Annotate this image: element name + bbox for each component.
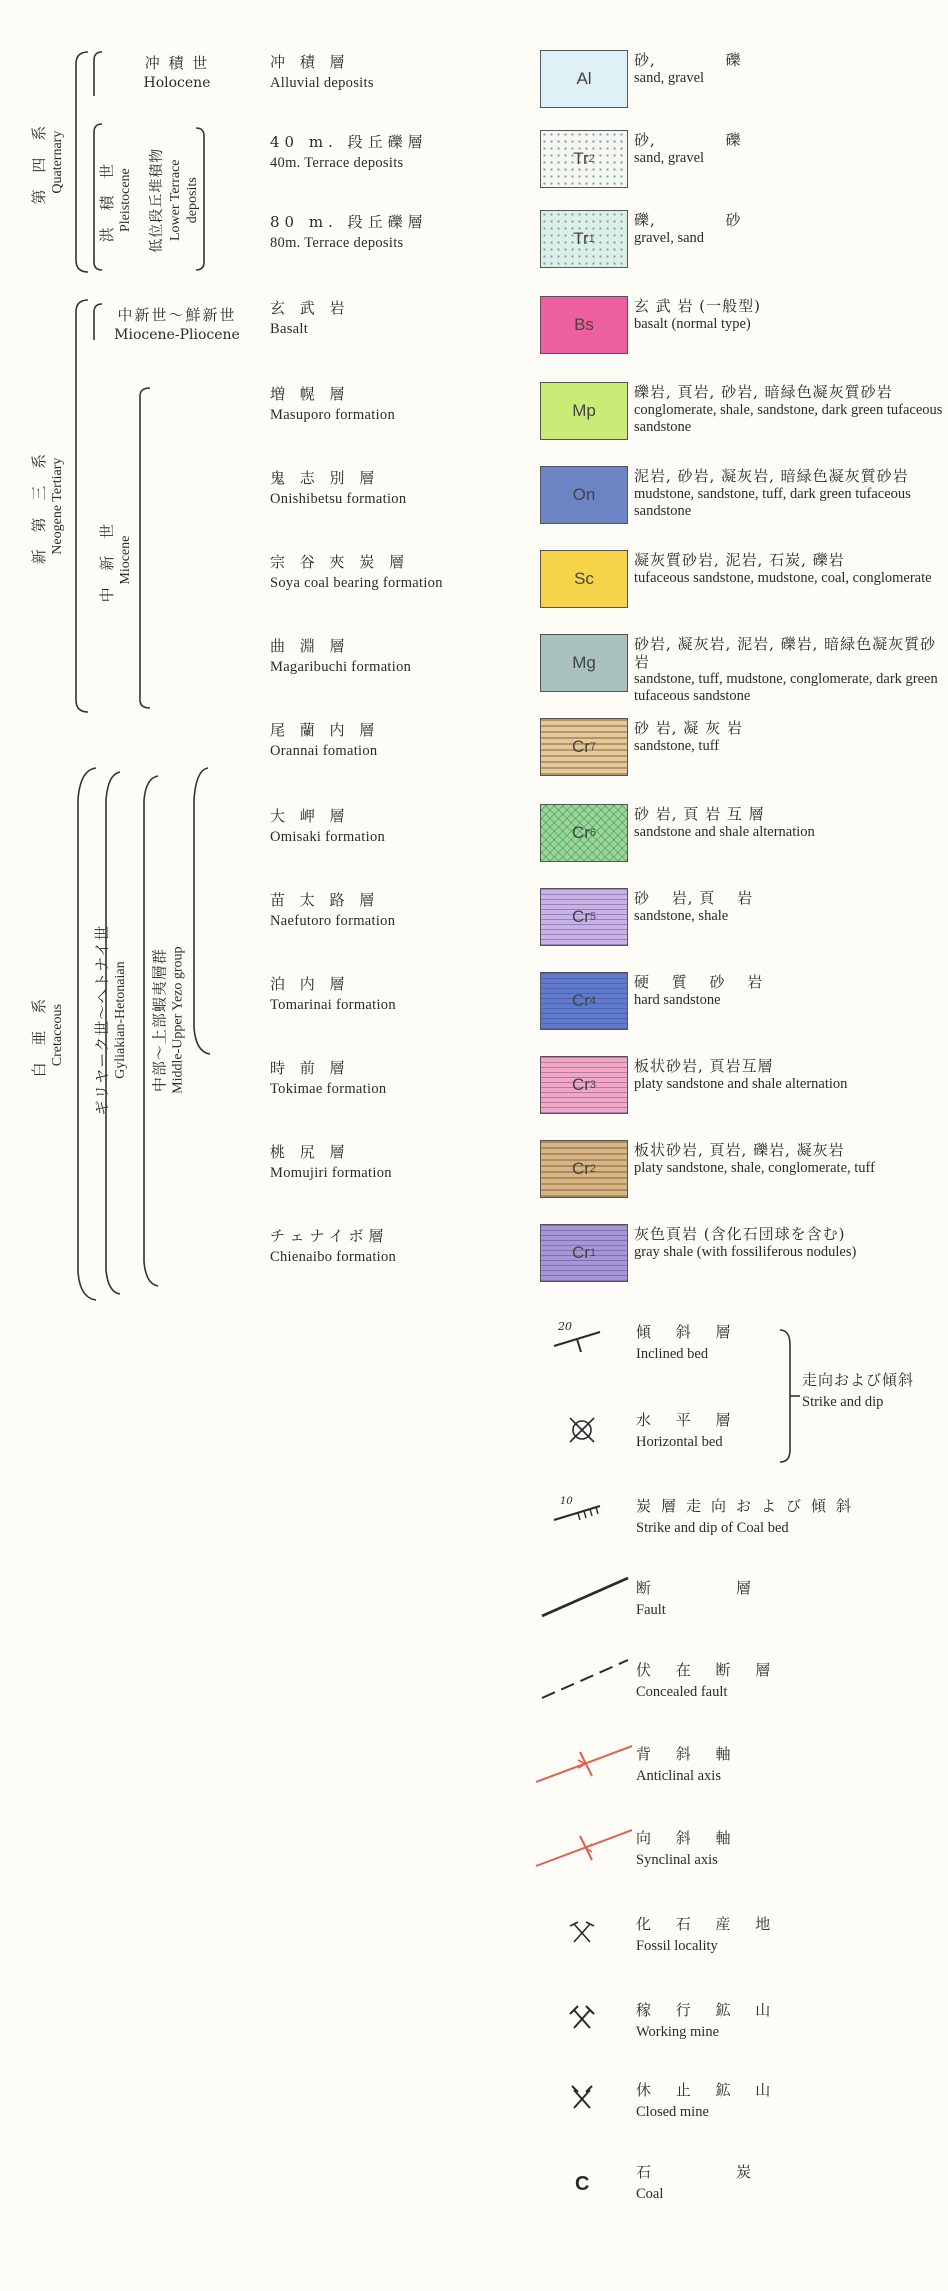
symbol-label-jp: 断 層 <box>636 1579 762 1597</box>
formation-code: Cr <box>571 823 590 842</box>
symbol-label-jp: 傾 斜 層 <box>636 1323 741 1341</box>
symbol-label-jp: 稼 行 鉱 山 <box>636 2001 781 2019</box>
lithology-en: platy sandstone and shale alternation <box>634 1075 848 1092</box>
lithology-jp: 砂 岩, 凝 灰 岩 <box>634 719 743 737</box>
formation-name <box>270 806 540 847</box>
symbol-label-en: Horizontal bed <box>636 1433 723 1450</box>
formation-code-sub: 7 <box>589 741 597 753</box>
symbol-label-en: Strike and dip of Coal bed <box>636 1519 789 1536</box>
formation-swatch <box>540 382 628 440</box>
formation-name-en: 80m. Terrace deposits <box>270 235 404 251</box>
formation-swatch <box>540 972 628 1030</box>
formation-code-sub: 2 <box>589 1163 597 1175</box>
symbol-label-jp: 伏 在 断 層 <box>636 1661 781 1679</box>
formation-name <box>270 1142 540 1183</box>
formation-code: Cr <box>571 1159 590 1178</box>
fault-icon <box>532 1572 632 1620</box>
formation-swatch <box>540 1140 628 1198</box>
formation-swatch <box>540 1056 628 1114</box>
series-label-holocene: 冲 積 世 Holocene <box>143 54 211 91</box>
formation-code: Cr <box>571 907 590 926</box>
formation-name-jp: 大 岬 層 <box>270 807 350 825</box>
lithology-en: hard sandstone <box>634 991 721 1008</box>
lithology-description <box>634 552 946 587</box>
symbol-label-en: Synclinal axis <box>636 1851 718 1868</box>
horizontal-bed-icon <box>532 1404 632 1452</box>
symbol-label-jp: 水 平 層 <box>636 1411 741 1429</box>
formation-code-sub: 2 <box>588 153 595 165</box>
lithology-en: platy sandstone, shale, conglomerate, tuff <box>634 1159 875 1176</box>
symbol-label-en: Fault <box>636 1601 666 1618</box>
symbol-label-jp: 向 斜 軸 <box>636 1829 741 1847</box>
system-label-quaternary: 第 四 系 Quaternary <box>29 119 65 205</box>
lithology-description <box>634 212 946 247</box>
symbol-label <box>636 1322 936 1365</box>
symbol-label-jp: 休 止 鉱 山 <box>636 2081 781 2099</box>
formation-name-jp: 苗 太 路 層 <box>270 891 380 909</box>
coal-icon <box>532 2156 632 2204</box>
symbol-label <box>636 1578 936 1621</box>
lithology-description <box>634 132 946 167</box>
symbol-label <box>636 1828 936 1871</box>
lithology-jp: 玄 武 岩 (一般型) <box>634 297 762 315</box>
lithology-description <box>634 974 946 1009</box>
lithology-description <box>634 52 946 87</box>
symbol-label <box>636 1744 936 1787</box>
formation-name-en: Tomarinai formation <box>270 997 396 1013</box>
concealed-fault-icon <box>532 1654 632 1702</box>
formation-name-en: Soya coal bearing formation <box>270 575 443 591</box>
formation-name <box>270 212 540 253</box>
lithology-description <box>634 1058 946 1093</box>
symbol-label <box>636 1914 936 1957</box>
anticlinal-axis-icon <box>532 1738 632 1786</box>
formation-name-jp: チェナイボ層 <box>270 1227 389 1245</box>
formation-name-jp: 泊 内 層 <box>270 975 350 993</box>
formation-swatch <box>540 888 628 946</box>
formation-name <box>270 384 540 425</box>
lithology-en: gray shale (with fossiliferous nodules) <box>634 1243 857 1260</box>
formation-name <box>270 298 540 339</box>
formation-name-en: 40m. Terrace deposits <box>270 155 404 171</box>
group-label-yezo: 中部〜上部蝦夷層群 Middle-Upper Yezo group <box>150 946 186 1094</box>
formation-name-en: Orannai fomation <box>270 743 378 759</box>
formation-name <box>270 974 540 1015</box>
lithology-jp: 礫, 砂 <box>634 211 742 229</box>
formation-swatch <box>540 1224 628 1282</box>
formation-code: Sc <box>574 569 594 588</box>
system-label-neogene: 新 第 三 系 Neogene Tertiary <box>29 447 65 565</box>
lithology-jp: 泥岩, 砂岩, 凝灰岩, 暗緑色凝灰質砂岩 <box>634 467 909 485</box>
formation-name <box>270 132 540 173</box>
working-mine-icon <box>532 1994 632 2042</box>
symbol-label-en: Coal <box>636 2185 664 2202</box>
symbol-label-en: Anticlinal axis <box>636 1767 721 1784</box>
formation-code: Tr <box>573 229 589 248</box>
formation-name-jp: 40 m. 段丘礫層 <box>270 133 428 151</box>
lithology-en: basalt (normal type) <box>634 315 751 332</box>
formation-code: Cr <box>571 1243 590 1262</box>
formation-swatch <box>540 718 628 776</box>
formation-name-jp: 宗 谷 夾 炭 層 <box>270 553 410 571</box>
formation-code: Tr <box>573 149 589 168</box>
formation-code: Cr <box>571 1075 590 1094</box>
symbol-label-en: Fossil locality <box>636 1937 718 1954</box>
formation-name <box>270 52 540 93</box>
lithology-en: sandstone and shale alternation <box>634 823 815 840</box>
lithology-description <box>634 636 946 706</box>
lithology-jp: 砂岩, 凝灰岩, 泥岩, 礫岩, 暗緑色凝灰質砂岩 <box>634 635 937 671</box>
formation-code: Bs <box>574 315 594 334</box>
lithology-jp: 砂, 礫 <box>634 51 742 69</box>
lithology-description <box>634 1226 946 1261</box>
lithology-en: sandstone, tuff, mudstone, conglomerate, dark green tufaceous sandstone <box>634 671 938 705</box>
lithology-en: sand, gravel <box>634 149 705 166</box>
symbol-label-jp: 石 炭 <box>636 2163 762 2181</box>
lithology-jp: 凝灰質砂岩, 泥岩, 石炭, 礫岩 <box>634 551 845 569</box>
formation-name-en: Momujiri formation <box>270 1165 392 1181</box>
formation-code: Mp <box>572 401 596 420</box>
symbol-label <box>636 1660 936 1703</box>
lithology-en: conglomerate, shale, sandstone, dark green tufaceous sandstone <box>634 401 943 435</box>
formation-name-en: Tokimae formation <box>270 1081 387 1097</box>
formation-swatch <box>540 296 628 354</box>
lithology-jp: 板状砂岩, 頁岩互層 <box>634 1057 774 1075</box>
series-label-miocene: 中 新 世 Miocene <box>97 517 133 603</box>
formation-name-jp: 玄 武 岩 <box>270 299 350 317</box>
fossil-locality-icon <box>532 1908 632 1956</box>
lithology-description <box>634 806 946 841</box>
formation-name <box>270 636 540 677</box>
symbol-label-en: Closed mine <box>636 2103 709 2120</box>
lithology-jp: 砂 岩, 頁 岩 互 層 <box>634 805 765 823</box>
strike-dip-group-label: 走向および傾斜 Strike and dip <box>802 1371 915 1410</box>
symbol-label-en: Concealed fault <box>636 1683 728 1700</box>
formation-name-en: Alluvial deposits <box>270 75 374 91</box>
formation-name <box>270 720 540 761</box>
coal-dip-value: 10 <box>560 1496 573 1507</box>
lithology-description <box>634 298 946 333</box>
formation-name-jp: 曲 淵 層 <box>270 637 350 655</box>
lithology-jp: 板状砂岩, 頁岩, 礫岩, 凝灰岩 <box>634 1141 845 1159</box>
formation-name-jp: 桃 尻 層 <box>270 1143 350 1161</box>
formation-code-sub: 1 <box>589 1247 597 1259</box>
formation-swatch <box>540 130 628 188</box>
formation-swatch <box>540 804 628 862</box>
formation-code: Mg <box>572 653 596 672</box>
formation-swatch <box>540 210 628 268</box>
lithology-jp: 砂 岩, 頁 岩 <box>634 889 754 907</box>
coal-letter: C <box>575 2173 590 2195</box>
series-label-gyliakian: ギリヤーク世〜ヘトナイ世 Gyliakian-Hetonaian <box>92 924 128 1116</box>
coal-strike-icon <box>532 1490 632 1538</box>
dip-value: 20 <box>558 1320 572 1333</box>
symbol-label <box>636 2000 936 2043</box>
formation-code: On <box>572 485 596 504</box>
formation-swatch <box>540 634 628 692</box>
lithology-description <box>634 468 946 520</box>
lithology-en: sand, gravel <box>634 69 705 86</box>
lithology-en: gravel, sand <box>634 229 705 246</box>
symbol-label <box>636 2080 936 2123</box>
formation-code: Cr <box>571 737 590 756</box>
symbol-label <box>636 2162 936 2205</box>
formation-swatch <box>540 466 628 524</box>
formation-name-jp: 冲 積 層 <box>270 53 350 71</box>
formation-name-jp: 時 前 層 <box>270 1059 350 1077</box>
symbol-label-jp: 背 斜 軸 <box>636 1745 741 1763</box>
formation-name-jp: 鬼 志 別 層 <box>270 469 380 487</box>
lithology-en: tufaceous sandstone, mudstone, coal, conglomerate <box>634 569 932 586</box>
formation-name-jp: 増 幌 層 <box>270 385 350 403</box>
inclined-bed-icon <box>532 1316 632 1364</box>
formation-name-jp: 尾 蘭 内 層 <box>270 721 380 739</box>
lithology-jp: 礫岩, 頁岩, 砂岩, 暗緑色凝灰質砂岩 <box>634 383 893 401</box>
lithology-en: sandstone, shale <box>634 907 729 924</box>
synclinal-axis-icon <box>532 1822 632 1870</box>
lithology-en: mudstone, sandstone, tuff, dark green tufaceous sandstone <box>634 485 911 519</box>
system-label-cretaceous: 白 亜 系 Cretaceous <box>29 992 65 1078</box>
formation-code-sub: 3 <box>589 1079 597 1091</box>
lithology-en: sandstone, tuff <box>634 737 720 754</box>
symbol-label <box>636 1410 936 1453</box>
formation-code: Al <box>576 69 592 88</box>
formation-swatch <box>540 50 628 108</box>
lithology-description <box>634 1142 946 1177</box>
formation-name-en: Basalt <box>270 321 309 337</box>
formation-name-en: Magaribuchi formation <box>270 659 412 675</box>
formation-swatch <box>540 550 628 608</box>
formation-name <box>270 552 540 593</box>
symbol-label-jp: 化 石 産 地 <box>636 1915 781 1933</box>
formation-name <box>270 1226 540 1267</box>
formation-code-sub: 5 <box>589 911 597 923</box>
formation-name-en: Chienaibo formation <box>270 1249 397 1265</box>
group-label-lower-terrace: 低位段丘堆積物 Lower Terrace deposits <box>148 147 200 253</box>
formation-name <box>270 1058 540 1099</box>
lithology-description <box>634 720 946 755</box>
closed-mine-icon <box>532 2074 632 2122</box>
symbol-label-en: Working mine <box>636 2023 719 2040</box>
formation-name-en: Onishibetsu formation <box>270 491 407 507</box>
symbol-label-en: Inclined bed <box>636 1345 709 1362</box>
lithology-jp: 硬 質 砂 岩 <box>634 973 764 991</box>
series-label-pleistocene: 洪 積 世 Pleistocene <box>97 157 133 243</box>
formation-code-sub: 1 <box>588 233 595 245</box>
formation-name-jp: 80 m. 段丘礫層 <box>270 213 428 231</box>
formation-name <box>270 890 540 931</box>
formation-code: Cr <box>571 991 590 1010</box>
symbol-label-jp: 炭層走向および傾斜 <box>636 1497 862 1515</box>
formation-code-sub: 6 <box>589 827 597 839</box>
lithology-jp: 砂, 礫 <box>634 131 742 149</box>
lithology-description <box>634 890 946 925</box>
lithology-description <box>634 384 946 436</box>
formation-name-en: Naefutoro formation <box>270 913 396 929</box>
lithology-jp: 灰色頁岩 (含化石団球を含む) <box>634 1225 846 1243</box>
formation-name-en: Omisaki formation <box>270 829 386 845</box>
symbol-label <box>636 1496 936 1539</box>
formation-name-en: Masuporo formation <box>270 407 396 423</box>
formation-name <box>270 468 540 509</box>
formation-code-sub: 4 <box>589 995 597 1007</box>
series-label-miocene-pliocene: 中新世〜鮮新世 Miocene-Pliocene <box>114 306 240 343</box>
